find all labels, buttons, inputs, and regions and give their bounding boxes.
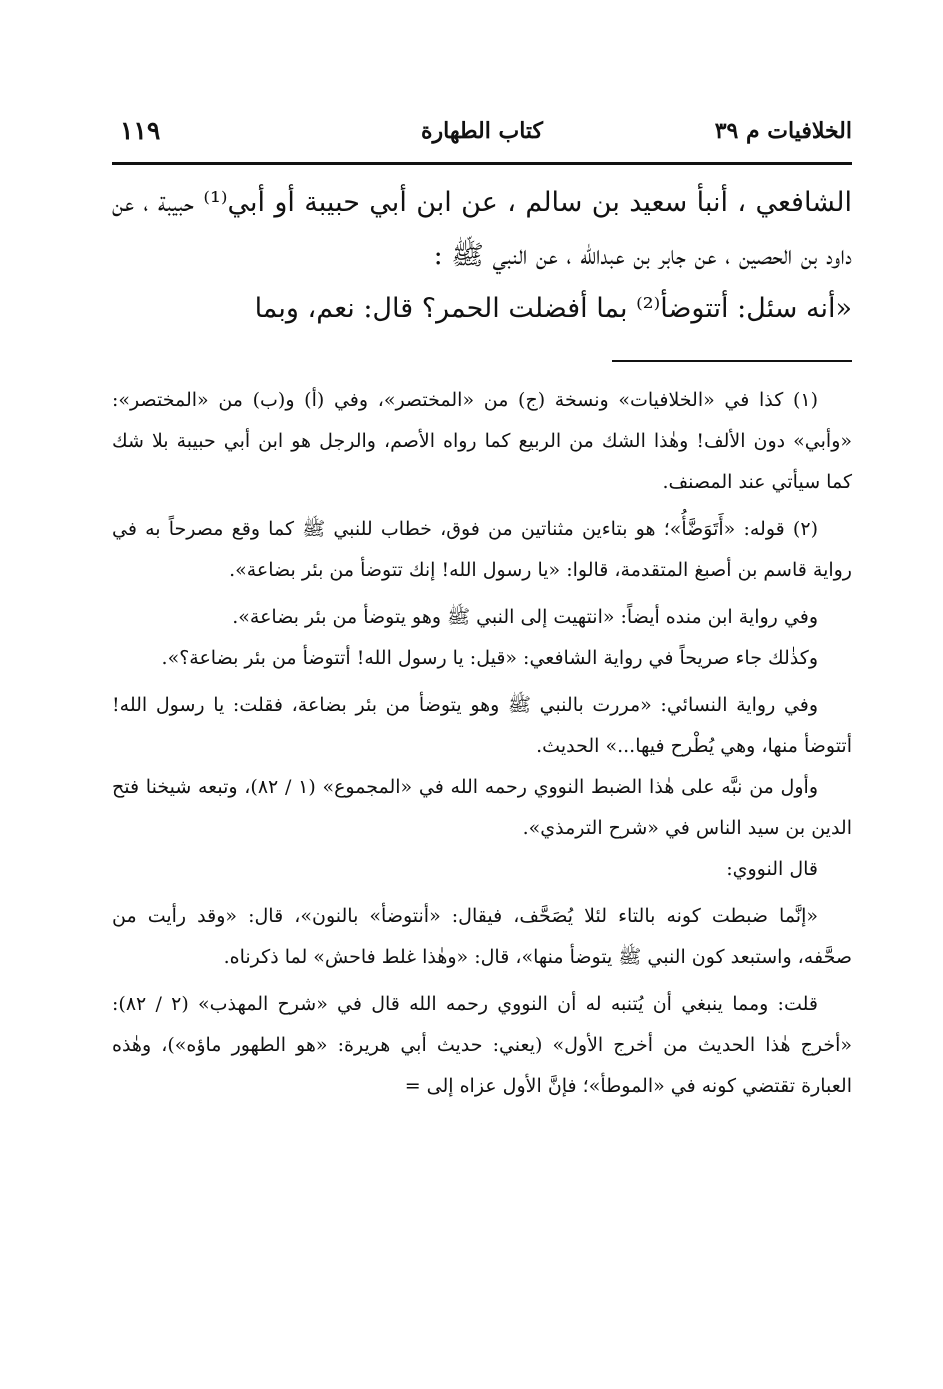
footnote-divider <box>612 360 852 362</box>
main-paragraph: الشافعي ، أنبأ سعيد بن سالم ، عن ابن أبي حبيبة أو أبي⁽¹⁾ حبيبة ، عن داود بن الحصين ، عن جابر بن عبدالله ، عن النبي ﷺ : <box>112 187 852 271</box>
footnote-paragraph: وأول من نبَّه على هٰذا الضبط النووي رحمه الله في «المجموع» (١ / ٨٢)، وتبعه شيخنا فتح الدين بن سيد الناس في «شرح الترمذي». <box>112 776 852 839</box>
main-text <box>112 176 852 335</box>
footnote-paragraph: وفي رواية ابن منده أيضاً: «انتهيت إلى النبي ﷺ وهو يتوضأ من بئر بضاعة». <box>232 606 818 628</box>
header-volume-title: الخلافيات م ٣٩ <box>714 118 852 144</box>
running-header <box>112 118 852 158</box>
page-number: ١١٩ <box>120 116 161 145</box>
footnote-paragraph: وفي رواية النسائي: «مررت بالنبي ﷺ وهو يتوضأ من بئر بضاعة، فقلت: يا رسول الله! أتتوضأ منها، وهي يُطْرح فيها...» الحديث. <box>112 694 852 757</box>
main-paragraph: «أنه سئل: أتتوضأ⁽²⁾ بما أفضلت الحمر؟ قال: نعم، وبما <box>254 293 852 324</box>
footnote-paragraph: قال النووي: <box>726 858 818 880</box>
footnote-2: (٢) قوله: «أَتَوَضَّأُ»؛ هو بتاءين مثناتين من فوق، خطاب للنبي ﷺ كما وقع مصرحاً به في رواية قاسم بن أصبغ المتقدمة، قالوا: «يا رسول الله! إنك تتوضأ من بئر بضاعة». <box>112 518 852 581</box>
footnote-1: (١) كذا في «الخلافيات» ونسخة (ج) من «المختصر»، وفي (أ) و(ب) من «المختصر»: «وأبي» دون الألف! وهٰذا الشك من الربيع كما رواه الأصم، والرجل هو ابن أبي حبيبة بلا شك كما سيأتي عند المصنف. <box>112 389 852 493</box>
header-chapter-title: كتاب الطهارة <box>420 118 544 144</box>
footnotes <box>112 380 852 1107</box>
header-divider <box>112 162 852 165</box>
footnote-paragraph: «إنَّما ضبطت كونه بالتاء لئلا يُصَحَّف، فيقال: «أنتوضأ» بالنون»، قال: «وقد رأيت من صحَّفه، واستبعد كون النبي ﷺ يتوضأ منها»، قال: «وهٰذا غلط فاحش» لما ذكرناه. <box>112 905 852 968</box>
footnote-paragraph: قلت: ومما ينبغي أن يُتنبه له أن النووي رحمه الله قال في «شرح المهذب» (٢ / ٨٢): «أخرج هٰذا الحديث من أخرج الأول» (يعني: حديث أبي هريرة: «هو الطهور ماؤه»)، وهٰذه العبارة تقتضي كونه في «الموطأ»؛ فإنَّ الأول عزاه إلى = <box>112 993 852 1097</box>
footnote-paragraph: وكذٰلك جاء صريحاً في رواية الشافعي: «قيل: يا رسول الله! أتتوضأ من بئر بضاعة؟». <box>161 647 818 669</box>
